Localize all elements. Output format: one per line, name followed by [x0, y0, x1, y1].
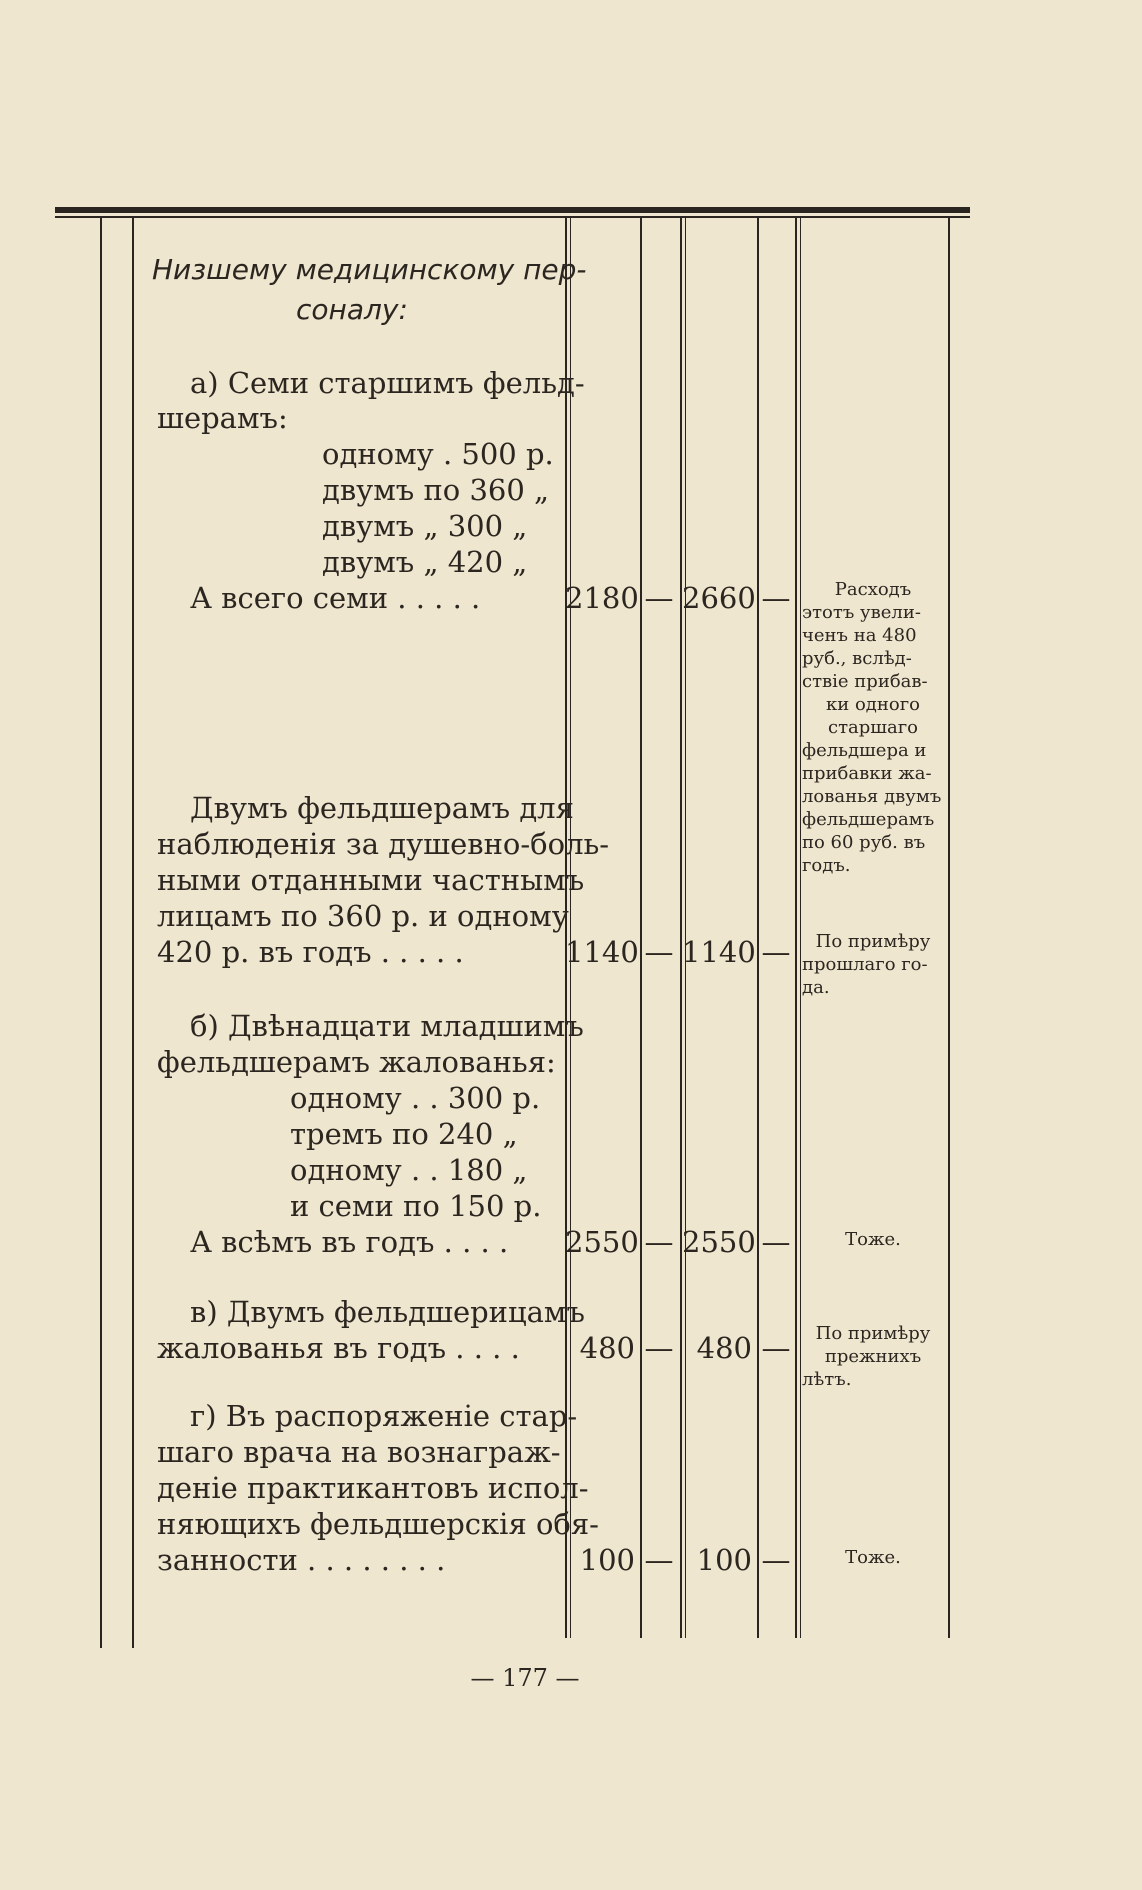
- section-b-line-2: наблюденія за душевно-боль-: [157, 827, 610, 861]
- section-a-line-2: шерамъ:: [157, 401, 288, 435]
- section-e-total-label: занности . . . . . . . .: [157, 1543, 446, 1577]
- col2-divider-left-2: [685, 218, 686, 1638]
- section-c-col2-value: 2550: [682, 1225, 756, 1259]
- section-a-col2-value: 2660: [682, 581, 756, 615]
- note-line: да.: [802, 977, 830, 998]
- section-b-line-1: Двумъ фельдшерамъ для: [190, 791, 574, 825]
- section-d-col2-dash: —: [761, 1331, 791, 1365]
- section-b-line-4: лицамъ по 360 р. и одному: [157, 899, 569, 933]
- section-b-col2-value: 1140: [682, 935, 756, 969]
- section-c-breakdown-3: одному . . 180 „: [290, 1153, 528, 1187]
- col2-divider-right: [757, 218, 759, 1638]
- note-line: По примѣру: [815, 1323, 931, 1344]
- section-d-col2-value: 480: [696, 1331, 752, 1365]
- heading-line-2: соналу:: [296, 293, 408, 326]
- section-c-line-2: фельдшерамъ жалованья:: [157, 1045, 556, 1079]
- section-b-line-3: ными отданными частнымъ: [157, 863, 585, 897]
- note-line: прошлаго го-: [802, 954, 928, 975]
- section-e-col2-value: 100: [696, 1543, 752, 1577]
- section-c-breakdown-2: тремъ по 240 „: [290, 1117, 518, 1151]
- heading-line-1: Низшему медицинскому пер-: [152, 253, 587, 286]
- section-e-line-2: шаго врача на вознаграж-: [157, 1435, 561, 1469]
- section-a-note: [802, 578, 944, 877]
- section-b-col1-dash: —: [644, 935, 674, 969]
- section-e-line-3: деніе практикантовъ испол-: [157, 1471, 589, 1505]
- note-line: ки одного: [826, 694, 920, 715]
- note-line: ченъ на 480: [802, 625, 917, 646]
- note-divider-left: [795, 218, 797, 1638]
- section-a-col2-dash: —: [761, 581, 791, 615]
- section-e-col1-value: 100: [579, 1543, 635, 1577]
- note-line: по 60 руб. въ: [802, 832, 926, 853]
- section-c-line-1: б) Двѣнадцати младшимъ: [190, 1009, 584, 1043]
- section-e-note: [802, 1546, 944, 1569]
- section-a-col1-value: 2180: [565, 581, 639, 615]
- section-c-col1-value: 2550: [565, 1225, 639, 1259]
- section-b-total-label: 420 р. въ годъ . . . . .: [157, 935, 464, 969]
- note-line: старшаго: [827, 717, 919, 738]
- section-a-breakdown-2: двумъ по 360 „: [322, 473, 550, 507]
- section-a-breakdown-4: двумъ „ 420 „: [322, 545, 528, 579]
- note-line: ствіе прибав-: [802, 671, 928, 692]
- note-line: руб., вслѣд-: [802, 648, 912, 669]
- col2-divider-left: [680, 218, 682, 1638]
- section-d-total-label: жалованья въ годъ . . . .: [157, 1331, 520, 1365]
- section-a-breakdown-1: одному . 500 р.: [322, 437, 554, 471]
- text-column-divider: [132, 218, 134, 1648]
- section-d-note: [802, 1322, 944, 1391]
- note-line: лованья двумъ: [802, 786, 942, 807]
- top-rule-thin: [55, 216, 970, 218]
- note-line: лѣтъ.: [802, 1369, 852, 1390]
- note-line: фельдшера и: [802, 740, 927, 761]
- section-c-total-label: А всѣмъ въ годъ . . . .: [190, 1225, 509, 1259]
- note-line: годъ.: [802, 855, 851, 876]
- section-e-line-4: няющихъ фельдшерскія обя-: [157, 1507, 599, 1541]
- section-e-col1-dash: —: [644, 1543, 674, 1577]
- page-number: — 177 —: [470, 1664, 580, 1692]
- section-a-line-1: а) Семи старшимъ фельд-: [190, 366, 585, 400]
- note-line: Расходъ: [834, 579, 912, 600]
- section-c-note: [802, 1228, 944, 1251]
- section-a-col1-dash: —: [644, 581, 674, 615]
- note-line: прежнихъ: [824, 1346, 922, 1367]
- section-d-col1-dash: —: [644, 1331, 674, 1365]
- note-line: По примѣру: [815, 931, 931, 952]
- section-e-col2-dash: —: [761, 1543, 791, 1577]
- table-left-border: [100, 218, 102, 1648]
- section-e-line-1: г) Въ распоряженіе стар-: [190, 1399, 578, 1433]
- section-c-col1-dash: —: [644, 1225, 674, 1259]
- note-line: прибавки жа-: [802, 763, 932, 784]
- section-c-breakdown-1: одному . . 300 р.: [290, 1081, 541, 1115]
- note-line: Тоже.: [845, 1547, 901, 1568]
- section-c-breakdown-4: и семи по 150 р.: [290, 1189, 542, 1223]
- table-right-border: [948, 218, 950, 1638]
- section-b-col1-value: 1140: [565, 935, 639, 969]
- note-line: этотъ увели-: [802, 602, 921, 623]
- section-d-col1-value: 480: [579, 1331, 635, 1365]
- top-rule: [55, 207, 970, 213]
- note-line: фельдшерамъ: [802, 809, 935, 830]
- section-a-breakdown-3: двумъ „ 300 „: [322, 509, 528, 543]
- section-b-note: [802, 930, 944, 999]
- note-divider-left-2: [800, 218, 801, 1638]
- section-a-total-label: А всего семи . . . . .: [190, 581, 481, 615]
- section-b-col2-dash: —: [761, 935, 791, 969]
- section-c-col2-dash: —: [761, 1225, 791, 1259]
- col1-divider-right: [640, 218, 642, 1638]
- note-line: Тоже.: [845, 1229, 901, 1250]
- section-d-line-1: в) Двумъ фельдшерицамъ: [190, 1295, 585, 1329]
